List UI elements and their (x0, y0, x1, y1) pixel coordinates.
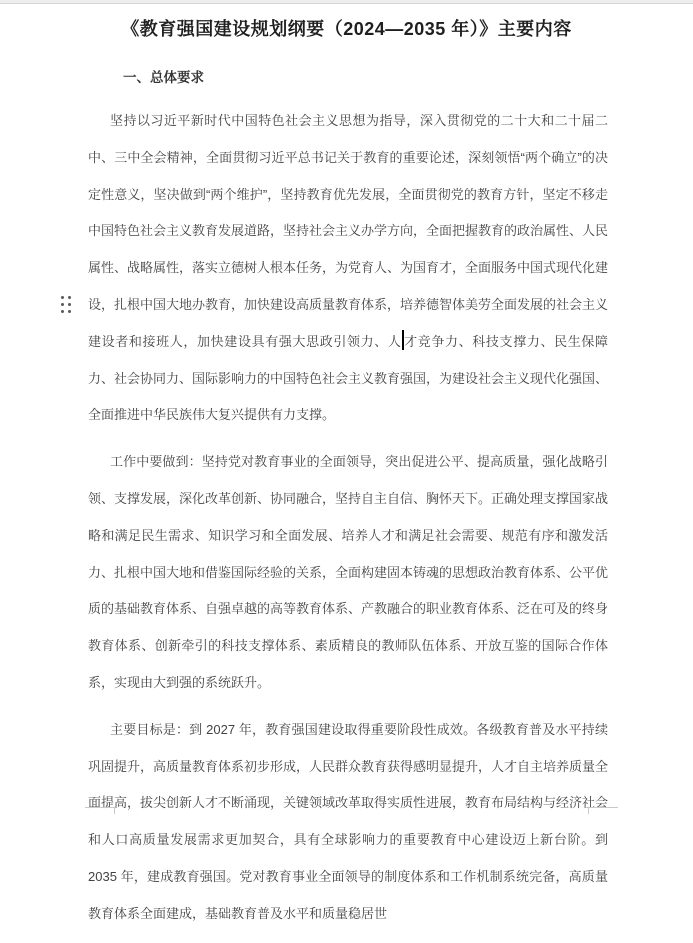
drag-handle-dot (61, 303, 64, 306)
drag-handle-dot (61, 310, 64, 313)
drag-handle-dot (68, 296, 71, 299)
drag-handle-dot (61, 296, 64, 299)
paragraph-3[interactable]: 主要目标是：到 2027 年，教育强国建设取得重要阶段性成效。各级教育普及水平持续巩固提升，高质量教育体系初步形成，人民群众教育获得感明显提升，人才自主培养质量全面提高，拔尖创新人才不断涌现，关键领域改革取得实质性进展，教育布局结构与经济社会和人口高质量发展需求更加契合，具有全球影响力的重要教育中心建设迈上新台阶。到 2035 年，建成教育强国。党对教育事业全面领导的制度体系和工作机制系统完备，高质量教育体系全面建成，基础教育普及水平和质量稳居世 (88, 721, 609, 921)
section-heading: 一、总体要求 (123, 70, 204, 85)
drag-handle-dot (68, 303, 71, 306)
page-title: 《教育强国建设规划纲要（2024—2035 年）》主要内容 (121, 19, 572, 39)
paragraph-1-text-before-caret: 坚持以习近平新时代中国特色社会主义思想为指导，深入贯彻党的二十大和二十届二中、三中全会精神，全面贯彻习近平总书记关于教育的重要论述，深刻领悟“两个确立”的决定性意义，坚决做到“两个维护”，坚持教育优先发展，全面贯彻党的教育方针，坚定不移走中国特色社会主义教育发展道路，坚持社会主义办学方向，全面把握教育的政治属性、人民属性、战略属性，落实立德树人根本任务，为党育人、为国育才，全面服务中国式现代化建设，扎根中国大地办教育，加快建设高质量教育体系，培养德智体美劳全面发展的社会主义建设者和接班人，加快建设具有强大思政引领力、人 (88, 113, 609, 349)
paragraph-2[interactable]: 工作中要做到：坚持党对教育事业的全面领导，突出促进公平、提高质量，强化战略引领、支撑发展，深化改革创新、协同融合，坚持自主自信、胸怀天下。正确处理支撑国家战略和满足民生需求、知识学习和全面发展、培养人才和满足社会需要、规范有序和激发活力、扎根中国大地和借鉴国际经验的关系，全面构建固本铸魂的思想政治教育体系、公平优质的基础教育体系、自强卓越的高等教育体系、产教融合的职业教育体系、泛在可及的终身教育体系、创新牵引的科技支撑体系、素质精良的教师队伍体系、开放互鉴的国际合作体系，实现由大到强的系统跃升。 (88, 454, 609, 690)
paragraph-1[interactable] (88, 103, 608, 434)
toolbar-bottom-edge (0, 0, 693, 4)
paragraph-1-text-after-caret: 才竞争力、科技支撑力、民生保障力、社会协同力、国际影响力的中国特色社会主义教育强国，为建设社会主义现代化强国、全面推进中华民族伟大复兴提供有力支撑。 (88, 333, 609, 423)
drag-handle-dot (68, 310, 71, 313)
drag-handle-icon[interactable] (61, 296, 71, 313)
document-header (0, 15, 693, 41)
document-body[interactable] (88, 103, 608, 943)
